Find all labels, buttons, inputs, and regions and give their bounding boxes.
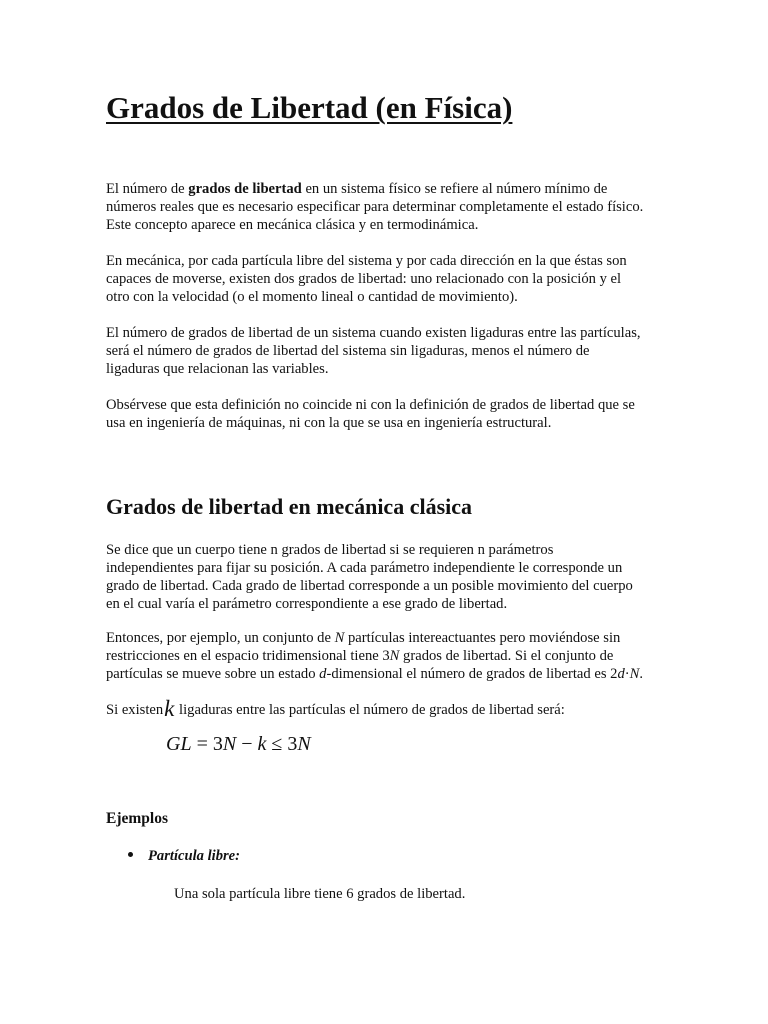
math-operator: ≤ 3: [266, 733, 298, 755]
text-line: usa en ingeniería de máquinas, ni con la que se usa en ingeniería estructural.: [106, 415, 552, 431]
example-description: Una sola partícula libre tiene 6 grados de libertad.: [174, 886, 466, 902]
text-line: [106, 629, 681, 647]
text-run: ligaduras entre las partículas el número de grados de libertad será:: [175, 702, 565, 718]
text-line: números reales que es necesario especificar para determinar completamente el estado físico.: [106, 199, 644, 215]
text-line: ligaduras que relacionan las variables.: [106, 361, 329, 377]
text-run: grados de libertad. Si el conjunto de: [399, 648, 614, 664]
math-operator: = 3: [191, 733, 223, 755]
math-operator: −: [236, 733, 258, 755]
text-line: Obsérvese que esta definición no coincide ni con la definición de grados de libertad que se: [106, 397, 635, 413]
math-variable: N: [222, 733, 237, 755]
bold-term: grados de libertad: [188, 181, 302, 197]
page-title: Grados de Libertad (en Física): [106, 90, 513, 125]
text-run: partículas intereactuantes pero moviéndose sin: [344, 630, 621, 646]
text-line: El número de grados de libertad de un sistema cuando existen ligaduras entre las partículas,: [106, 325, 641, 341]
bullet-icon: [128, 852, 133, 857]
text-line: [106, 665, 681, 683]
formula-degrees-of-freedom: [166, 733, 311, 756]
italic-variable: N: [334, 630, 345, 646]
text-line: [106, 647, 681, 665]
list-item: [128, 848, 240, 865]
math-variable: N: [297, 733, 311, 755]
text-run: restricciones en el espacio tridimensional tiene 3: [106, 648, 390, 664]
text-line: capaces de moverse, existen dos grados de libertad: uno relacionado con la posición y el: [106, 271, 622, 287]
text-line: Se dice que un cuerpo tiene n grados de libertad si se requieren n parámetros: [106, 542, 554, 558]
math-variable: GL: [166, 733, 192, 755]
text-line: [106, 696, 681, 721]
text-run: Si existen: [106, 702, 164, 718]
text-run: partículas se mueve sobre un estado: [106, 666, 320, 682]
text-line: será el número de grados de libertad del sistema sin ligaduras, menos el número de: [106, 343, 590, 359]
text-line: grado de libertad. Cada grado de libertad corresponde a un posible movimiento del cuerpo: [106, 578, 633, 594]
italic-variable: N: [389, 648, 400, 664]
subheading-examples: Ejemplos: [106, 810, 168, 827]
text-run: El número de: [106, 181, 189, 197]
italic-variable: d: [617, 666, 625, 682]
text-line: independientes para fijar su posición. A cada parámetro independiente le corresponde un: [106, 560, 623, 576]
italic-variable: d: [319, 666, 327, 682]
text-line: en el cual varía el parámetro correspondiente a ese grado de libertad.: [106, 596, 508, 612]
math-variable: k: [257, 733, 267, 755]
paragraph-example-n-particles: [106, 629, 681, 683]
paragraph-constraints: [106, 324, 681, 378]
text-line: otro con la velocidad (o el momento lineal o cantidad de movimiento).: [106, 289, 518, 305]
text-line: [106, 180, 681, 198]
list-item-label: Partícula libre:: [148, 848, 241, 864]
italic-variable: N: [629, 666, 640, 682]
paragraph-constraints-count: [106, 696, 681, 721]
text-run: en un sistema físico se refiere al número mínimo de: [301, 181, 608, 197]
paragraph-mechanics: [106, 252, 681, 306]
math-variable-k: k: [164, 696, 175, 721]
section-heading: Grados de libertad en mecánica clásica: [106, 494, 473, 519]
text-run: Entonces, por ejemplo, un conjunto de: [106, 630, 335, 646]
text-run: .: [639, 666, 644, 682]
text-run: -dimensional el número de grados de libertad es 2: [326, 666, 618, 682]
paragraph-definition: [106, 180, 681, 234]
text-line: En mecánica, por cada partícula libre del sistema y por cada dirección en la que éstas son: [106, 253, 627, 269]
text-line: Este concepto aparece en mecánica clásica y en termodinámica.: [106, 217, 479, 233]
text-run: ·: [624, 666, 630, 682]
paragraph-note: [106, 396, 681, 432]
paragraph-n-parameters: [106, 541, 681, 613]
